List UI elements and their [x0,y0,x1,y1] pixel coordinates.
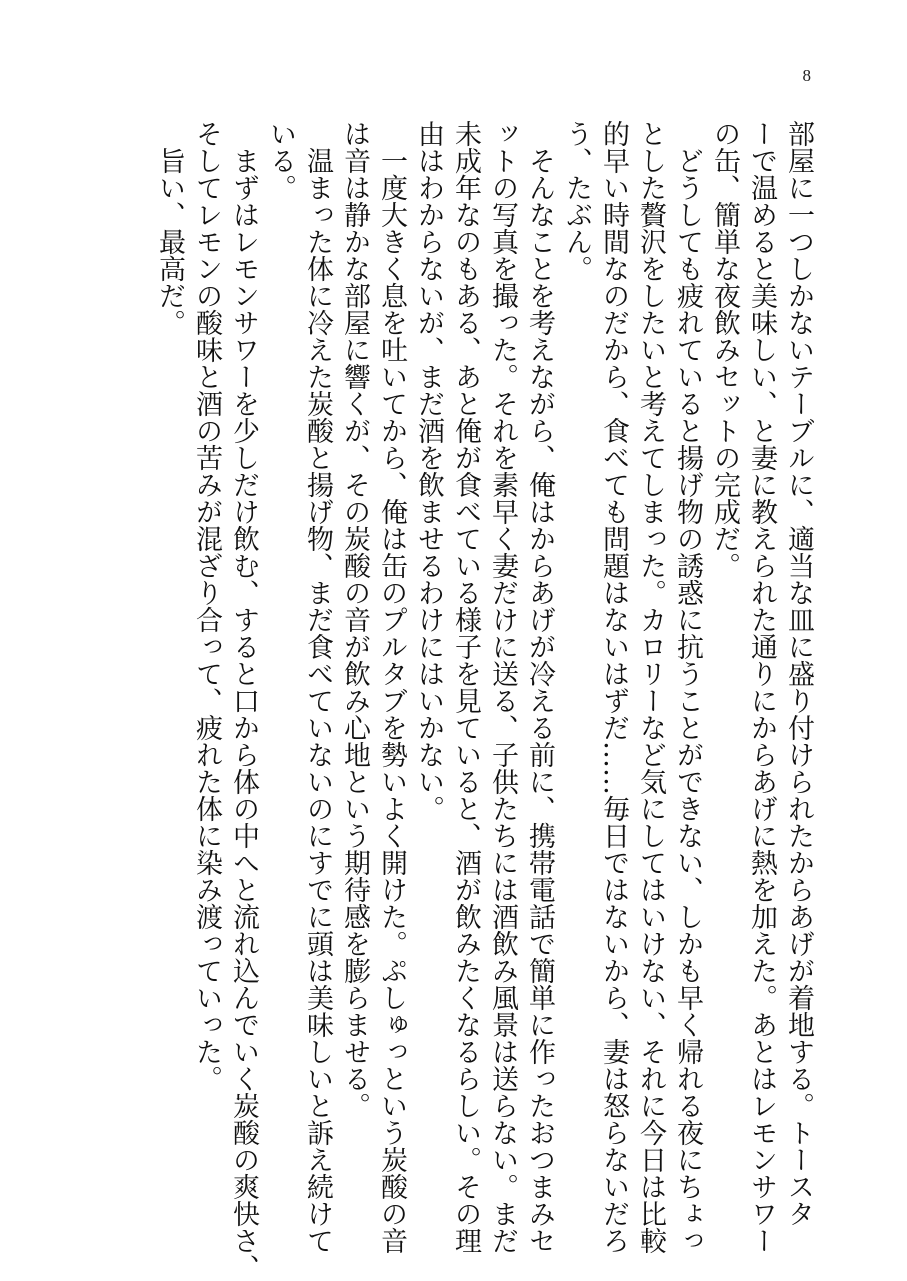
text-column: そしてレモンの酸味と酒の苦みが混ざり合って、疲れた体に染み渡っていった。 [191,120,222,1092]
text-column: ットの写真を撮った。それを素早く妻だけに送る、子供たちには酒飲み風景は送らない。まだ [487,120,518,1254]
text-column: いる。 [265,120,296,201]
text-column: は音は静かな部屋に響くが、その炭酸の音が飲み心地という期待感を膨らませる。 [339,120,370,1119]
text-column: そんなことを考えながら、俺はからあげが冷える前に、携帯電話で簡単に作ったおつまみセ [524,120,555,1254]
text-column: とした贅沢をしたいと考えてしまった。カロリーなど気にしてはいけない、それに今日は比較 [635,120,666,1254]
text-column: 温まった体に冷えた炭酸と揚げ物、まだ食べていないのにすでに頭は美味しいと訴え続けて [302,120,333,1254]
text-column: 未成年なのもある、あと俺が食べている様子を見ていると、酒が飲みたくなるらしい。その理 [450,120,481,1254]
text-column: まずはレモンサワーを少しだけ飲む、すると口から体の中へと流れ込んでいく炭酸の爽快さ、 [228,120,259,1281]
text-column: どうしても疲れていると揚げ物の誘惑に抗うことができない、しかも早く帰れる夜にちょっ [672,120,703,1254]
page-number: 8 [802,66,811,85]
text-column: 旨い、最高だ。 [154,120,185,336]
text-column: 部屋に一つしかないテーブルに、適当な皿に盛り付けられたからあげが着地する。トースタ [783,120,814,1227]
text-column: う、たぶん。 [561,120,592,282]
text-column: 一度大きく息を吐いてから、俺は缶のプルタブを勢いよく開けた。ぷしゅっという炭酸の音 [376,120,407,1254]
text-column: ーで温めると美味しい、と妻に教えられた通りにからあげに熱を加えた。あとはレモンサワー [746,120,777,1254]
text-column: 由はわからないが、まだ酒を飲ませるわけにはいかない。 [413,120,444,822]
text-column: 的早い時間なのだから、食べても問題はないはずだ……毎日ではないから、妻は怒らないだろ [598,120,629,1254]
text-column: の缶、簡単な夜飲みセットの完成だ。 [709,120,740,579]
vertical-text-body [117,120,817,1281]
